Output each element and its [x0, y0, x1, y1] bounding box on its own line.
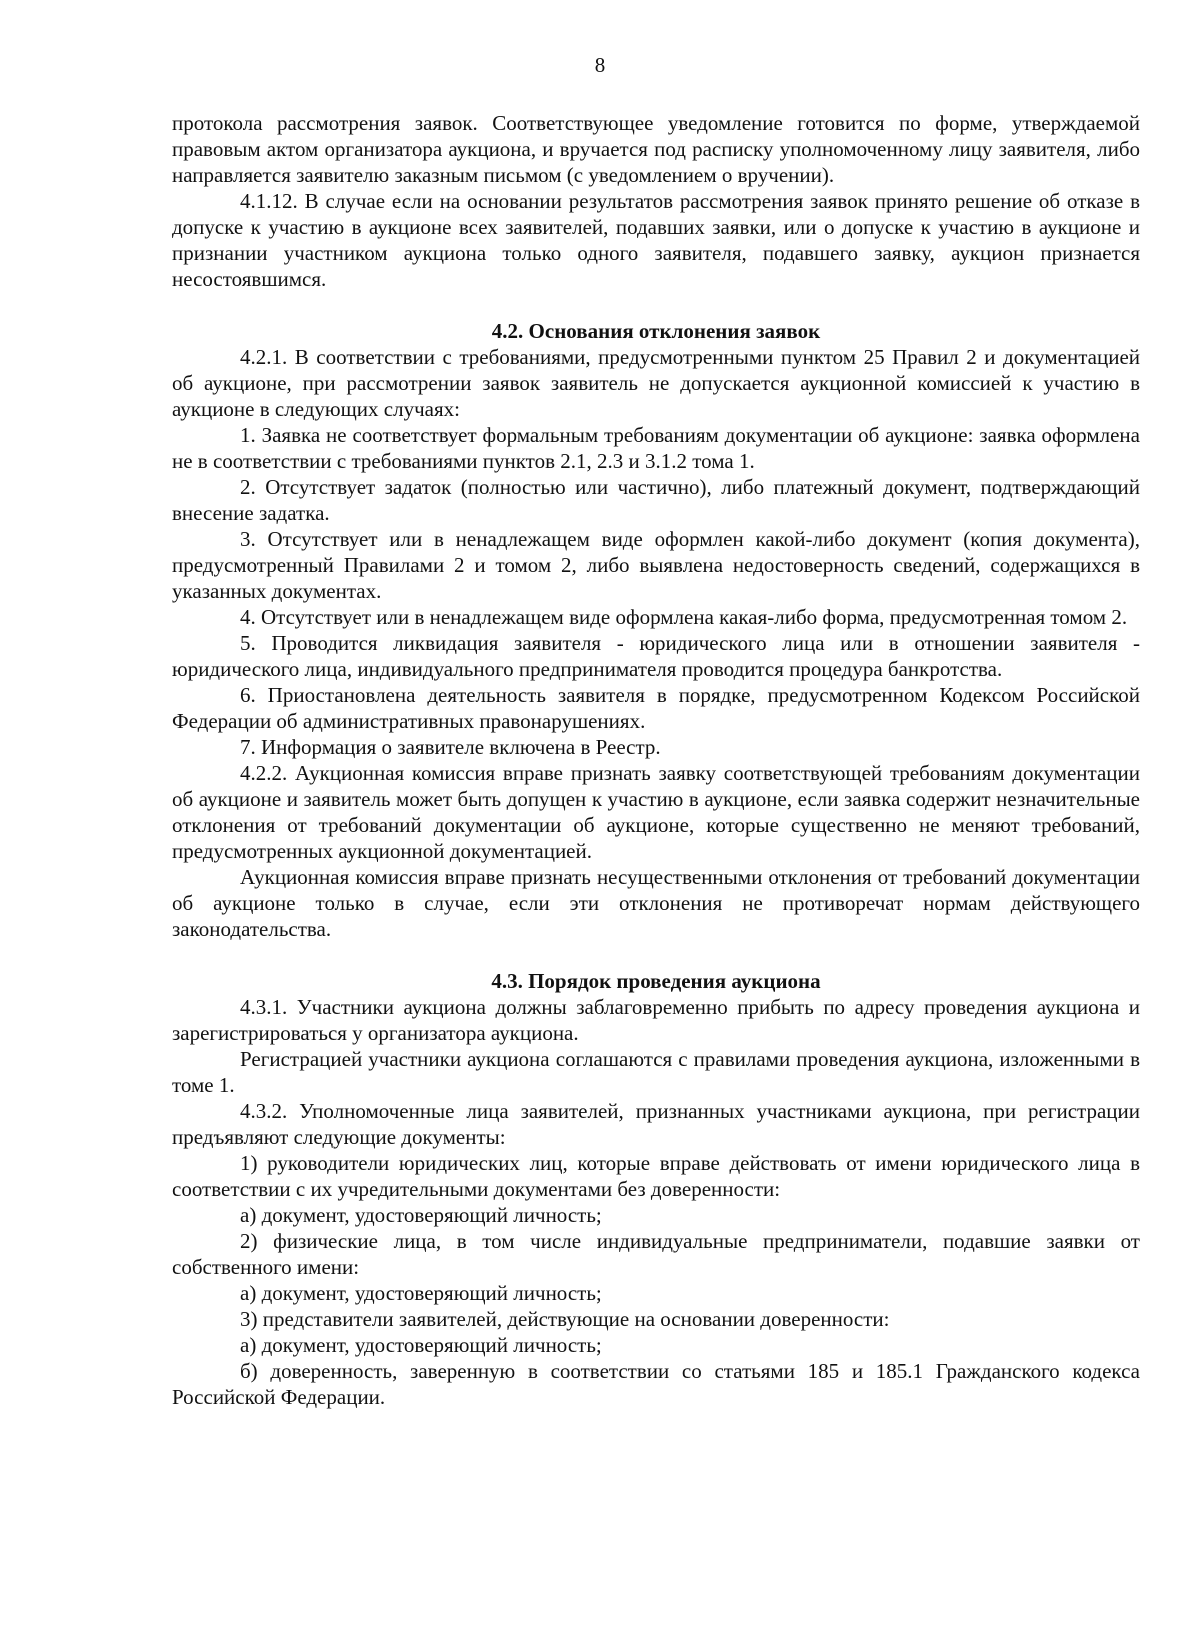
paragraph: протокола рассмотрения заявок. Соответствующее уведомление готовится по форме, утверждаемой правовым актом организатора аукциона, и вручается под расписку уполномоченному лицу заявителя, либо направляется заявителю заказным письмом (с уведомлением о вручении).: [172, 111, 1140, 187]
list-item: а) документ, удостоверяющий личность;: [240, 1203, 602, 1227]
list-item: 2. Отсутствует задаток (полностью или частично), либо платежный документ, подтверждающий внесение задатка.: [172, 475, 1140, 525]
paragraph: 4.3.2. Уполномоченные лица заявителей, признанных участниками аукциона, при регистрации предъявляют следующие документы:: [172, 1099, 1140, 1149]
paragraph: 4.3.1. Участники аукциона должны заблаговременно прибыть по адресу проведения аукциона и зарегистрироваться у организатора аукциона.: [172, 995, 1140, 1045]
paragraph: Регистрацией участники аукциона соглашаются с правилами проведения аукциона, изложенными в томе 1.: [172, 1047, 1140, 1097]
section-heading-4-3: 4.3. Порядок проведения аукциона: [491, 969, 821, 993]
list-item: 7. Информация о заявителе включена в Реестр.: [240, 735, 661, 759]
list-item: 2) физические лица, в том числе индивидуальные предприниматели, подавшие заявки от собственного имени:: [172, 1229, 1140, 1279]
list-item: 3) представители заявителей, действующие на основании доверенности:: [240, 1307, 890, 1331]
list-item: а) документ, удостоверяющий личность;: [240, 1333, 602, 1357]
list-item: 4. Отсутствует или в ненадлежащем виде оформлена какая-либо форма, предусмотренная томом 2.: [240, 605, 1128, 629]
paragraph: Аукционная комиссия вправе признать несущественными отклонения от требований документации об аукционе только в случае, если эти отклонения не противоречат нормам действующего законодательства.: [172, 865, 1140, 941]
paragraph: 4.2.1. В соответствии с требованиями, предусмотренными пунктом 25 Правил 2 и документацией об аукционе, при рассмотрении заявок заявитель не допускается аукционной комиссией к участию в аукционе в следующих случаях:: [172, 345, 1140, 421]
paragraph: 4.2.2. Аукционная комиссия вправе признать заявку соответствующей требованиям документации об аукционе и заявитель может быть допущен к участию в аукционе, если заявка содержит незначительные отклонения от требований документации об аукционе, которые существенно не меняют требований, предусмотренных аукционной документацией.: [172, 761, 1140, 863]
list-item: 1. Заявка не соответствует формальным требованиям документации об аукционе: заявка оформлена не в соответствии с требованиями пунктов 2.1, 2.3 и 3.1.2 тома 1.: [172, 423, 1140, 473]
document-body: [172, 110, 1140, 1410]
page-number: 8: [594, 53, 606, 77]
list-item: 6. Приостановлена деятельность заявителя в порядке, предусмотренном Кодексом Российской Федерации об административных правонарушениях.: [172, 683, 1140, 733]
list-item: 3. Отсутствует или в ненадлежащем виде оформлен какой-либо документ (копия документа), предусмотренный Правилами 2 и томом 2, либо выявлена недостоверность сведений, содержащихся в указанных документах.: [172, 527, 1140, 603]
section-heading-4-2: 4.2. Основания отклонения заявок: [491, 319, 821, 343]
list-item: б) доверенность, заверенную в соответствии со статьями 185 и 185.1 Гражданского кодекса Российской Федерации.: [172, 1359, 1140, 1409]
list-item: а) документ, удостоверяющий личность;: [240, 1281, 602, 1305]
list-item: 5. Проводится ликвидация заявителя - юридического лица или в отношении заявителя - юридического лица, индивидуального предпринимателя проводится процедура банкротства.: [172, 631, 1140, 681]
list-item: 1) руководители юридических лиц, которые вправе действовать от имени юридического лица в соответствии с их учредительными документами без доверенности:: [172, 1151, 1140, 1201]
paragraph: 4.1.12. В случае если на основании результатов рассмотрения заявок принято решение об отказе в допуске к участию в аукционе всех заявителей, подавших заявки, или о допуске к участию в аукционе и признании участником аукциона только одного заявителя, подавшего заявку, аукцион признается несостоявшимся.: [172, 189, 1140, 291]
